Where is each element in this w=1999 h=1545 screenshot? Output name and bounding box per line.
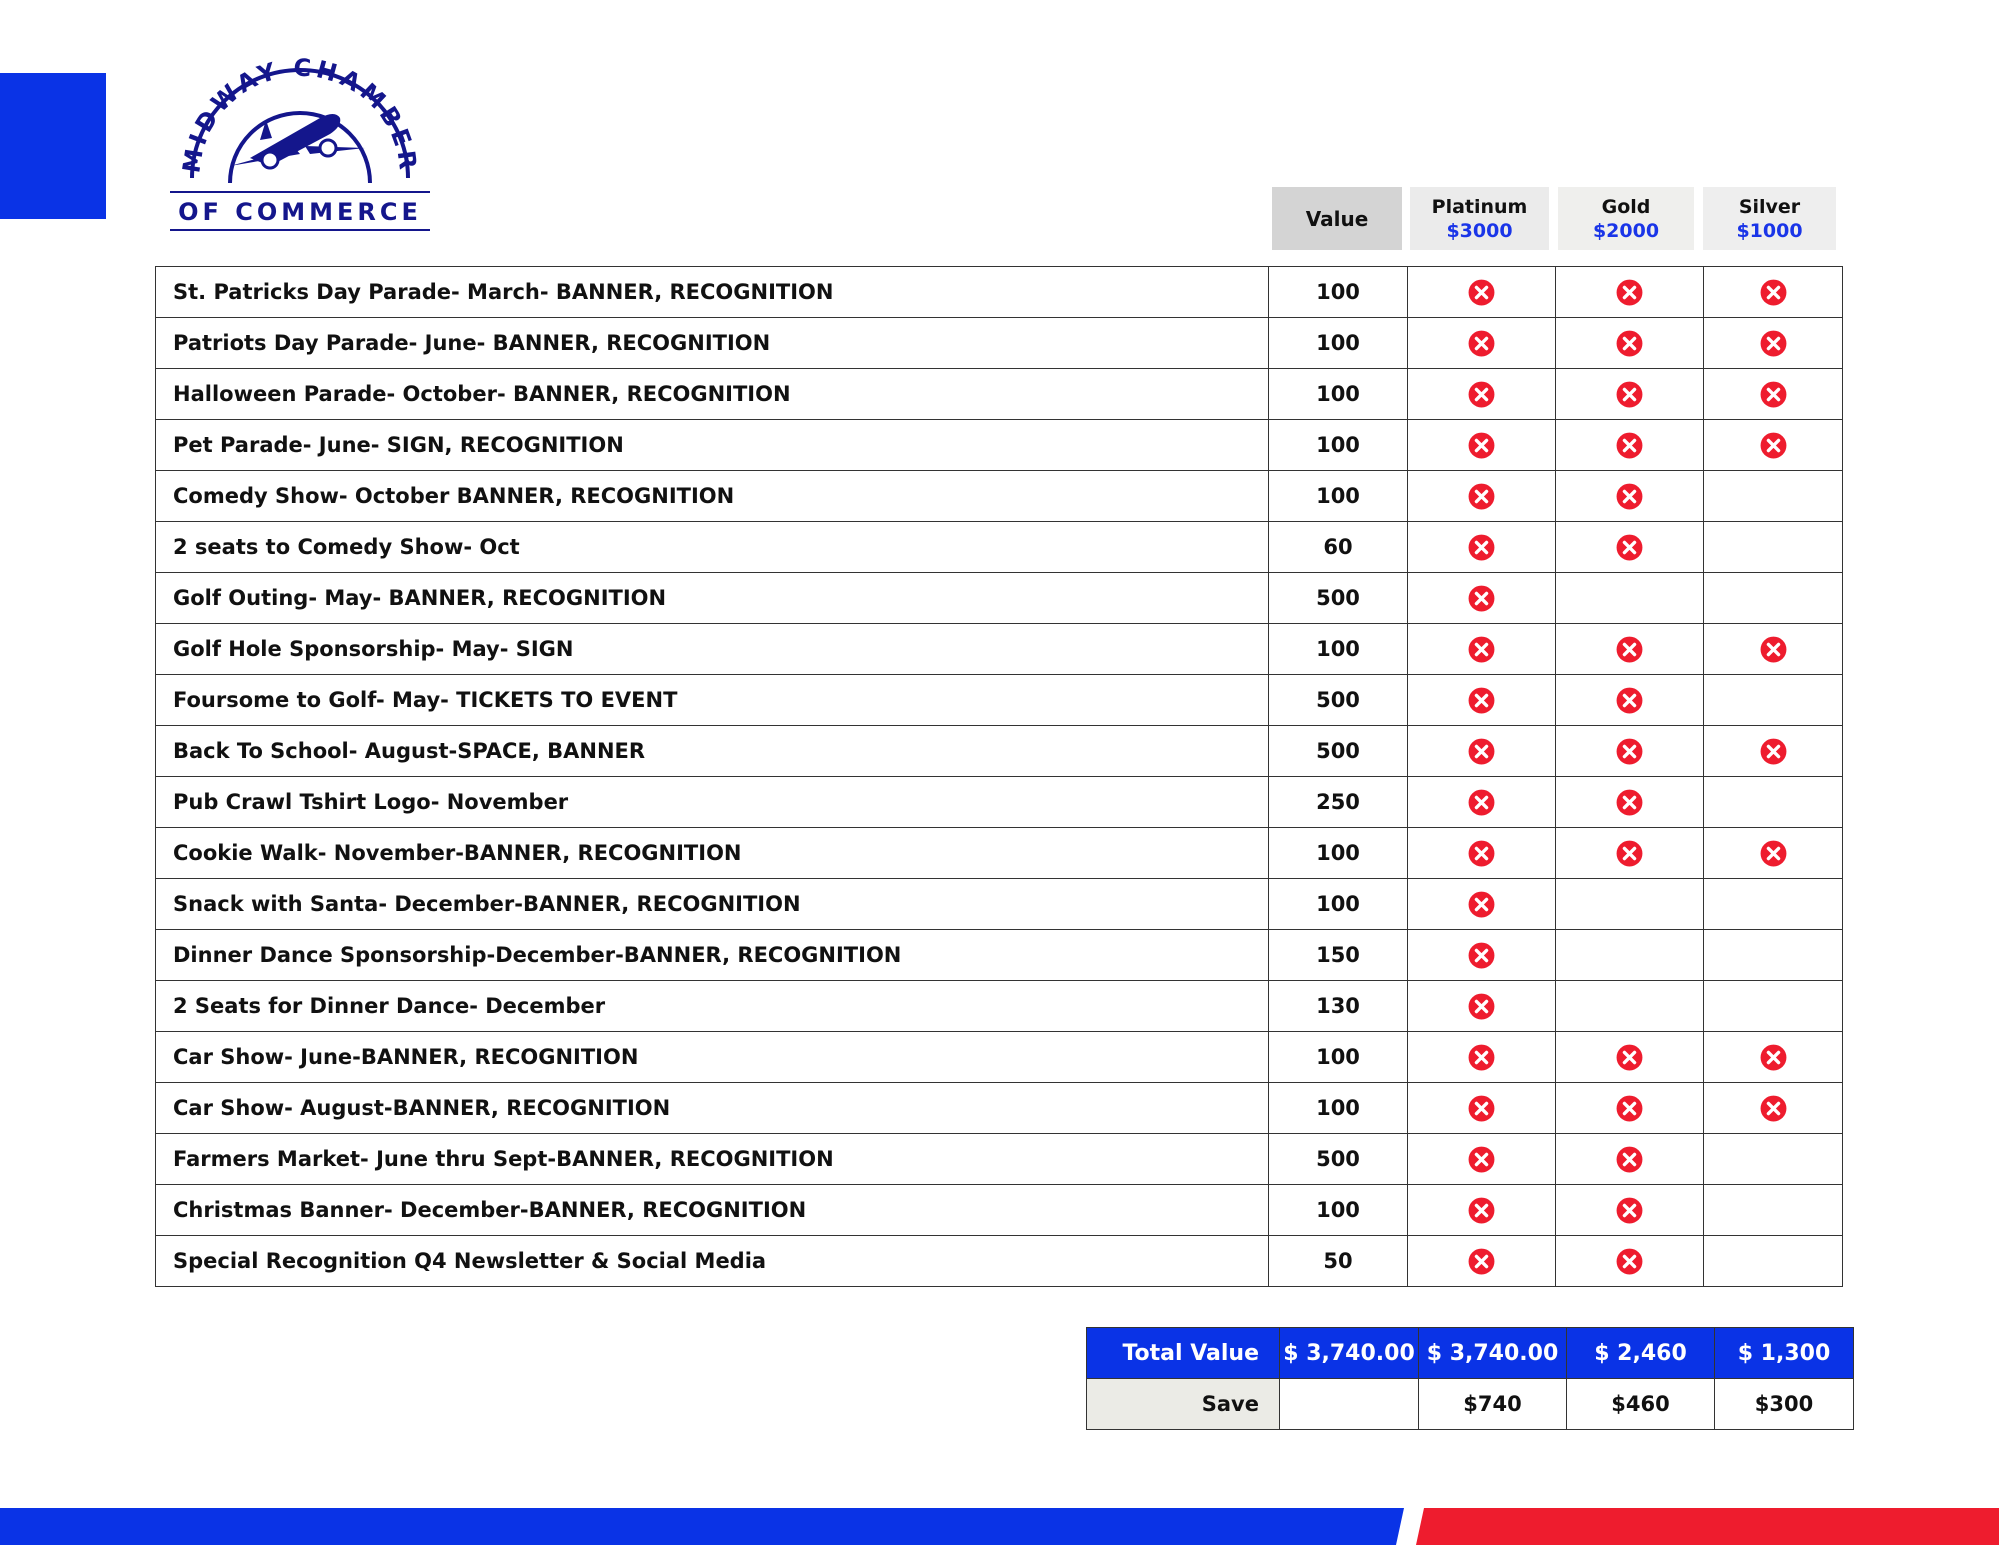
benefit-value: 100 [1269,267,1408,318]
table-row [156,879,1843,930]
tier-cell-platinum [1408,726,1556,777]
x-circle-icon [1468,381,1495,408]
tier-cell-gold [1556,981,1704,1032]
tier-cell-platinum [1408,369,1556,420]
x-circle-icon [1616,279,1643,306]
table-row [156,573,1843,624]
tier-cell-platinum [1408,1236,1556,1287]
table-row [156,1236,1843,1287]
x-circle-icon [1760,1044,1787,1071]
x-circle-icon [1760,840,1787,867]
tier-price: $2000 [1592,219,1660,242]
footer-red-stripe [1416,1508,1999,1545]
x-circle-icon [1616,1146,1643,1173]
tier-cell-platinum [1408,1032,1556,1083]
benefit-value: 50 [1269,1236,1408,1287]
x-circle-icon [1468,534,1495,561]
tier-cell-platinum [1408,675,1556,726]
tier-cell-silver [1704,777,1843,828]
table-row [156,267,1843,318]
benefit-description: Foursome to Golf- May- TICKETS TO EVENT [156,675,1269,726]
tier-cell-platinum [1408,522,1556,573]
x-circle-icon [1760,381,1787,408]
tier-cell-gold [1556,777,1704,828]
benefit-description: Snack with Santa- December-BANNER, RECOGNITION [156,879,1269,930]
x-circle-icon [1468,1197,1495,1224]
save-value-platinum: $740 [1419,1379,1567,1430]
tier-name: Platinum [1431,195,1528,218]
save-label: Save [1087,1379,1280,1430]
table-row [156,522,1843,573]
tier-cell-silver [1704,267,1843,318]
footer-stripes [0,1508,1999,1545]
table-row [156,318,1843,369]
tier-cell-gold [1556,267,1704,318]
x-circle-icon [1468,687,1495,714]
tier-cell-silver [1704,879,1843,930]
x-circle-icon [1468,483,1495,510]
tier-cell-gold [1556,522,1704,573]
tier-cell-gold [1556,930,1704,981]
benefit-value: 100 [1269,420,1408,471]
benefit-value: 60 [1269,522,1408,573]
x-circle-icon [1616,432,1643,459]
save-value-gold: $460 [1567,1379,1715,1430]
tier-cell-platinum [1408,318,1556,369]
benefit-value: 100 [1269,1083,1408,1134]
tier-cell-platinum [1408,624,1556,675]
tier-cell-silver [1704,318,1843,369]
save-value-all [1280,1379,1419,1430]
total-value-platinum: $ 3,740.00 [1419,1328,1567,1379]
table-row [156,777,1843,828]
table-row [156,726,1843,777]
benefit-description: Farmers Market- June thru Sept-BANNER, RECOGNITION [156,1134,1269,1185]
x-circle-icon [1616,1095,1643,1122]
x-circle-icon [1468,891,1495,918]
tier-cell-silver [1704,522,1843,573]
table-row [156,471,1843,522]
benefit-description: Pub Crawl Tshirt Logo- November [156,777,1269,828]
tier-cell-platinum [1408,1083,1556,1134]
benefit-description: Patriots Day Parade- June- BANNER, RECOGNITION [156,318,1269,369]
x-circle-icon [1616,483,1643,510]
table-row [156,1134,1843,1185]
tier-cell-gold [1556,318,1704,369]
tier-cell-platinum [1408,1185,1556,1236]
logo-bottom-text: OF COMMERCE [178,198,422,226]
benefit-value: 100 [1269,879,1408,930]
total-value-silver: $ 1,300 [1715,1328,1854,1379]
table-row [156,1032,1843,1083]
x-circle-icon [1468,636,1495,663]
benefit-description: Car Show- June-BANNER, RECOGNITION [156,1032,1269,1083]
x-circle-icon [1468,738,1495,765]
tier-cell-silver [1704,1083,1843,1134]
tier-cell-platinum [1408,267,1556,318]
tier-cell-gold [1556,1185,1704,1236]
x-circle-icon [1468,789,1495,816]
save-row [1087,1379,1854,1430]
tier-name: Silver [1738,195,1801,218]
tier-cell-silver [1704,573,1843,624]
tier-cell-gold [1556,1083,1704,1134]
benefit-description: Halloween Parade- October- BANNER, RECOGNITION [156,369,1269,420]
tier-cell-gold [1556,624,1704,675]
tier-name: Gold [1601,195,1651,218]
benefits-table-body [156,267,1843,1287]
logo-arc-text: MIDWAY CHAMBER [177,53,423,175]
tier-cell-platinum [1408,930,1556,981]
benefit-value: 100 [1269,624,1408,675]
x-circle-icon [1468,585,1495,612]
benefit-description: Christmas Banner- December-BANNER, RECOGNITION [156,1185,1269,1236]
benefit-description: Golf Hole Sponsorship- May- SIGN [156,624,1269,675]
tier-cell-silver [1704,981,1843,1032]
benefit-value: 100 [1269,1032,1408,1083]
x-circle-icon [1468,840,1495,867]
tier-cell-gold [1556,828,1704,879]
x-circle-icon [1760,279,1787,306]
x-circle-icon [1468,1095,1495,1122]
x-circle-icon [1468,993,1495,1020]
tier-cell-platinum [1408,879,1556,930]
benefit-value: 500 [1269,573,1408,624]
table-row [156,828,1843,879]
tier-cell-silver [1704,471,1843,522]
tier-cell-gold [1556,369,1704,420]
benefit-description: Cookie Walk- November-BANNER, RECOGNITION [156,828,1269,879]
x-circle-icon [1616,381,1643,408]
tier-cell-platinum [1408,573,1556,624]
x-circle-icon [1760,1095,1787,1122]
tier-cell-silver [1704,675,1843,726]
benefit-description: Back To School- August-SPACE, BANNER [156,726,1269,777]
benefit-description: Pet Parade- June- SIGN, RECOGNITION [156,420,1269,471]
footer-blue-stripe [0,1508,1404,1545]
table-row [156,675,1843,726]
x-circle-icon [1616,1197,1643,1224]
tier-cell-silver [1704,624,1843,675]
x-circle-icon [1468,942,1495,969]
header-value [1272,187,1402,250]
benefit-value: 100 [1269,471,1408,522]
table-row [156,1185,1843,1236]
header-tier-gold [1558,187,1694,250]
tier-cell-platinum [1408,420,1556,471]
benefit-value: 500 [1269,726,1408,777]
tier-cell-gold [1556,675,1704,726]
tier-cell-silver [1704,1185,1843,1236]
tier-cell-gold [1556,573,1704,624]
x-circle-icon [1616,789,1643,816]
x-circle-icon [1468,1044,1495,1071]
tier-cell-silver [1704,369,1843,420]
benefit-description: St. Patricks Day Parade- March- BANNER, RECOGNITION [156,267,1269,318]
benefit-description: Dinner Dance Sponsorship-December-BANNER, RECOGNITION [156,930,1269,981]
table-row [156,420,1843,471]
tier-cell-silver [1704,726,1843,777]
table-row [156,981,1843,1032]
benefit-description: Comedy Show- October BANNER, RECOGNITION [156,471,1269,522]
header-value-label: Value [1305,206,1369,231]
x-circle-icon [1616,738,1643,765]
tier-cell-platinum [1408,981,1556,1032]
x-circle-icon [1468,279,1495,306]
x-circle-icon [1616,1044,1643,1071]
tier-cell-gold [1556,420,1704,471]
benefit-description: Car Show- August-BANNER, RECOGNITION [156,1083,1269,1134]
benefit-value: 150 [1269,930,1408,981]
x-circle-icon [1468,1146,1495,1173]
benefit-value: 500 [1269,675,1408,726]
benefit-value: 100 [1269,369,1408,420]
tier-cell-silver [1704,1134,1843,1185]
x-circle-icon [1616,840,1643,867]
tier-cell-silver [1704,420,1843,471]
benefit-description: 2 seats to Comedy Show- Oct [156,522,1269,573]
tier-cell-gold [1556,1134,1704,1185]
header-tier-silver [1703,187,1836,250]
total-value-row [1087,1328,1854,1379]
tier-cell-silver [1704,1032,1843,1083]
benefit-value: 500 [1269,1134,1408,1185]
total-value-all: $ 3,740.00 [1280,1328,1419,1379]
tier-cell-platinum [1408,828,1556,879]
totals-table [1086,1327,1854,1430]
x-circle-icon [1760,330,1787,357]
x-circle-icon [1468,432,1495,459]
tier-cell-gold [1556,879,1704,930]
tier-cell-platinum [1408,777,1556,828]
x-circle-icon [1616,636,1643,663]
x-circle-icon [1468,1248,1495,1275]
benefit-value: 250 [1269,777,1408,828]
tier-cell-silver [1704,930,1843,981]
benefit-value: 100 [1269,1185,1408,1236]
tier-cell-platinum [1408,471,1556,522]
tier-cell-silver [1704,1236,1843,1287]
x-circle-icon [1616,687,1643,714]
table-row [156,930,1843,981]
x-circle-icon [1616,1248,1643,1275]
tier-cell-gold [1556,726,1704,777]
benefit-description: 2 Seats for Dinner Dance- December [156,981,1269,1032]
tier-cell-silver [1704,828,1843,879]
x-circle-icon [1616,330,1643,357]
table-row [156,624,1843,675]
benefit-value: 100 [1269,828,1408,879]
total-value-label: Total Value [1087,1328,1280,1379]
tier-cell-gold [1556,1236,1704,1287]
tier-cell-gold [1556,471,1704,522]
table-row [156,1083,1843,1134]
tier-price: $1000 [1736,219,1803,242]
brand-blue-block [0,73,106,219]
benefit-description: Golf Outing- May- BANNER, RECOGNITION [156,573,1269,624]
benefit-value: 130 [1269,981,1408,1032]
midway-chamber-logo [170,48,430,233]
benefits-table [155,266,1843,1287]
table-row [156,369,1843,420]
benefit-description: Special Recognition Q4 Newsletter & Social Media [156,1236,1269,1287]
x-circle-icon [1760,636,1787,663]
benefit-value: 100 [1269,318,1408,369]
tier-price: $3000 [1446,219,1513,242]
save-value-silver: $300 [1715,1379,1854,1430]
x-circle-icon [1760,432,1787,459]
x-circle-icon [1468,330,1495,357]
x-circle-icon [1616,534,1643,561]
header-tier-platinum [1410,187,1549,250]
total-value-gold: $ 2,460 [1567,1328,1715,1379]
tier-cell-platinum [1408,1134,1556,1185]
airplane-icon [230,114,365,168]
x-circle-icon [1760,738,1787,765]
tier-cell-gold [1556,1032,1704,1083]
